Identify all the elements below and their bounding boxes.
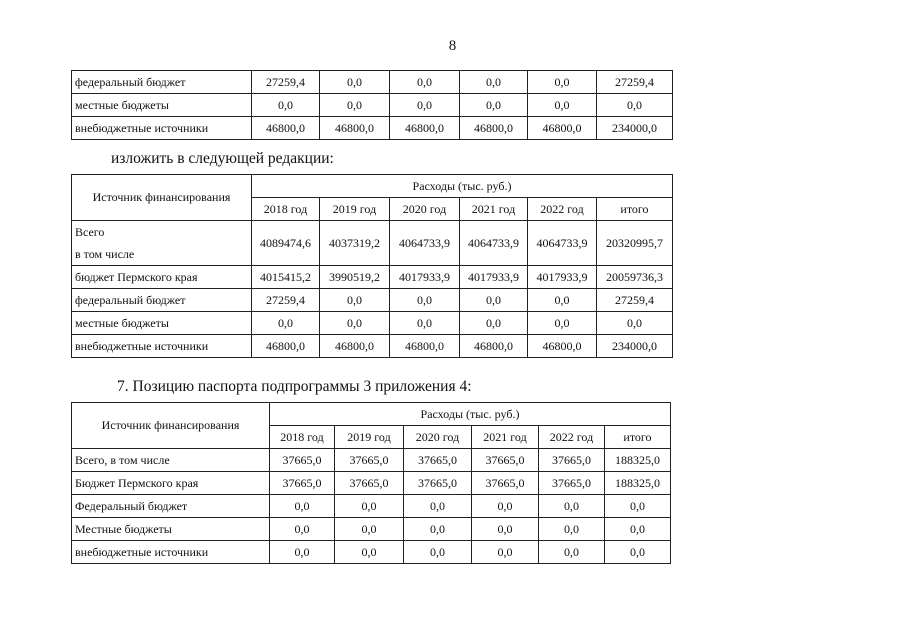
table-cell: 46800,0 — [390, 117, 460, 140]
header-source: Источник финансирования — [72, 175, 252, 221]
header-source: Источник финансирования — [72, 403, 270, 449]
table-cell: 37665,0 — [472, 449, 539, 472]
financing-table-subprogram-3 — [71, 402, 671, 564]
table-cell: 0,0 — [390, 94, 460, 117]
table-cell: 46800,0 — [460, 117, 528, 140]
row-label-including: в том числе — [72, 243, 252, 266]
table-cell: 234000,0 — [597, 117, 673, 140]
table-cell: 46800,0 — [528, 117, 597, 140]
row-label: Всего, в том числе — [72, 449, 270, 472]
row-label: Бюджет Пермского края — [72, 472, 270, 495]
table-row — [72, 266, 673, 289]
year-header: 2019 год — [320, 198, 390, 221]
table-cell: 0,0 — [472, 495, 539, 518]
table-cell: 46800,0 — [460, 335, 528, 358]
table-cell: 0,0 — [320, 312, 390, 335]
year-header: 2019 год — [335, 426, 404, 449]
table-cell: 0,0 — [539, 495, 605, 518]
table-cell: 0,0 — [597, 312, 673, 335]
row-label: внебюджетные источники — [72, 117, 252, 140]
table-cell: 0,0 — [605, 495, 671, 518]
table-cell: 0,0 — [270, 541, 335, 564]
table-cell: 0,0 — [460, 71, 528, 94]
table-cell: 0,0 — [335, 518, 404, 541]
table-cell: 46800,0 — [390, 335, 460, 358]
header-expenses: Расходы (тыс. руб.) — [252, 175, 673, 198]
table-row — [72, 518, 671, 541]
table-cell: 188325,0 — [605, 472, 671, 495]
table-cell: 0,0 — [320, 94, 390, 117]
table-cell: 37665,0 — [404, 472, 472, 495]
table-cell: 4017933,9 — [460, 266, 528, 289]
financing-table-previous — [71, 70, 673, 140]
table-cell: 4037319,2 — [320, 221, 390, 266]
table-cell: 37665,0 — [472, 472, 539, 495]
row-label: федеральный бюджет — [72, 289, 252, 312]
table-cell: 0,0 — [270, 518, 335, 541]
table-cell: 37665,0 — [404, 449, 472, 472]
table-cell: 0,0 — [528, 289, 597, 312]
table-cell: 234000,0 — [597, 335, 673, 358]
year-header: итого — [605, 426, 671, 449]
table-cell: 4017933,9 — [390, 266, 460, 289]
table-cell: 37665,0 — [335, 449, 404, 472]
table-cell: 0,0 — [597, 94, 673, 117]
table-row — [72, 289, 673, 312]
table-row — [72, 335, 673, 358]
row-label: федеральный бюджет — [72, 71, 252, 94]
table-cell: 0,0 — [404, 518, 472, 541]
row-label: внебюджетные источники — [72, 541, 270, 564]
table-cell: 4064733,9 — [460, 221, 528, 266]
table-cell: 0,0 — [528, 71, 597, 94]
paragraph-new-wording: изложить в следующей редакции: — [111, 150, 334, 167]
table-cell: 0,0 — [335, 541, 404, 564]
table-cell: 0,0 — [539, 541, 605, 564]
financing-table-new — [71, 174, 673, 358]
row-label: местные бюджеты — [72, 312, 252, 335]
table-cell: 46800,0 — [252, 335, 320, 358]
table-cell: 0,0 — [320, 71, 390, 94]
year-header: итого — [597, 198, 673, 221]
table-row — [72, 94, 673, 117]
table-cell: 0,0 — [404, 495, 472, 518]
table-cell: 0,0 — [539, 518, 605, 541]
table-cell: 4064733,9 — [390, 221, 460, 266]
row-label: Местные бюджеты — [72, 518, 270, 541]
table-cell: 0,0 — [404, 541, 472, 564]
table-cell: 0,0 — [460, 312, 528, 335]
table-cell: 27259,4 — [252, 71, 320, 94]
table-cell: 0,0 — [528, 312, 597, 335]
table-row — [72, 71, 673, 94]
table-row — [72, 495, 671, 518]
row-label: Федеральный бюджет — [72, 495, 270, 518]
table-cell: 20059736,3 — [597, 266, 673, 289]
row-label: местные бюджеты — [72, 94, 252, 117]
table-cell: 4064733,9 — [528, 221, 597, 266]
table-cell: 0,0 — [460, 94, 528, 117]
table-cell: 46800,0 — [528, 335, 597, 358]
row-label: внебюджетные источники — [72, 335, 252, 358]
table-row — [72, 449, 671, 472]
table-cell: 0,0 — [320, 289, 390, 312]
table-cell: 0,0 — [460, 289, 528, 312]
table-row — [72, 312, 673, 335]
year-header: 2018 год — [252, 198, 320, 221]
table-cell: 27259,4 — [597, 289, 673, 312]
table-cell: 4015415,2 — [252, 266, 320, 289]
table-row — [72, 117, 673, 140]
year-header: 2021 год — [460, 198, 528, 221]
header-expenses: Расходы (тыс. руб.) — [270, 403, 671, 426]
table-cell: 37665,0 — [270, 449, 335, 472]
page-number: 8 — [448, 38, 457, 54]
table-cell: 37665,0 — [539, 472, 605, 495]
table-cell: 46800,0 — [320, 335, 390, 358]
row-label: бюджет Пермского края — [72, 266, 252, 289]
year-header: 2020 год — [390, 198, 460, 221]
table-cell: 0,0 — [390, 71, 460, 94]
table-cell: 27259,4 — [252, 289, 320, 312]
table-cell: 0,0 — [605, 541, 671, 564]
year-header: 2021 год — [472, 426, 539, 449]
table-cell: 0,0 — [472, 518, 539, 541]
table-row — [72, 541, 671, 564]
row-label-total: Всего — [72, 221, 252, 244]
table-cell: 0,0 — [270, 495, 335, 518]
paragraph-subprogram-3: 7. Позицию паспорта подпрограммы 3 приложения 4: — [117, 378, 472, 395]
table-cell: 4017933,9 — [528, 266, 597, 289]
table-cell: 46800,0 — [252, 117, 320, 140]
table-cell: 20320995,7 — [597, 221, 673, 266]
table-cell: 0,0 — [390, 289, 460, 312]
table-cell: 4089474,6 — [252, 221, 320, 266]
table-cell: 27259,4 — [597, 71, 673, 94]
year-header: 2018 год — [270, 426, 335, 449]
table-cell: 37665,0 — [335, 472, 404, 495]
table-cell: 37665,0 — [270, 472, 335, 495]
table-cell: 188325,0 — [605, 449, 671, 472]
table-cell: 0,0 — [335, 495, 404, 518]
table-cell: 0,0 — [390, 312, 460, 335]
table-cell: 46800,0 — [320, 117, 390, 140]
year-header: 2022 год — [528, 198, 597, 221]
table-cell: 0,0 — [472, 541, 539, 564]
year-header: 2020 год — [404, 426, 472, 449]
table-cell: 0,0 — [252, 312, 320, 335]
table-cell: 37665,0 — [539, 449, 605, 472]
table-cell: 0,0 — [528, 94, 597, 117]
table-row — [72, 472, 671, 495]
table-cell: 0,0 — [605, 518, 671, 541]
table-cell: 3990519,2 — [320, 266, 390, 289]
year-header: 2022 год — [539, 426, 605, 449]
table-cell: 0,0 — [252, 94, 320, 117]
